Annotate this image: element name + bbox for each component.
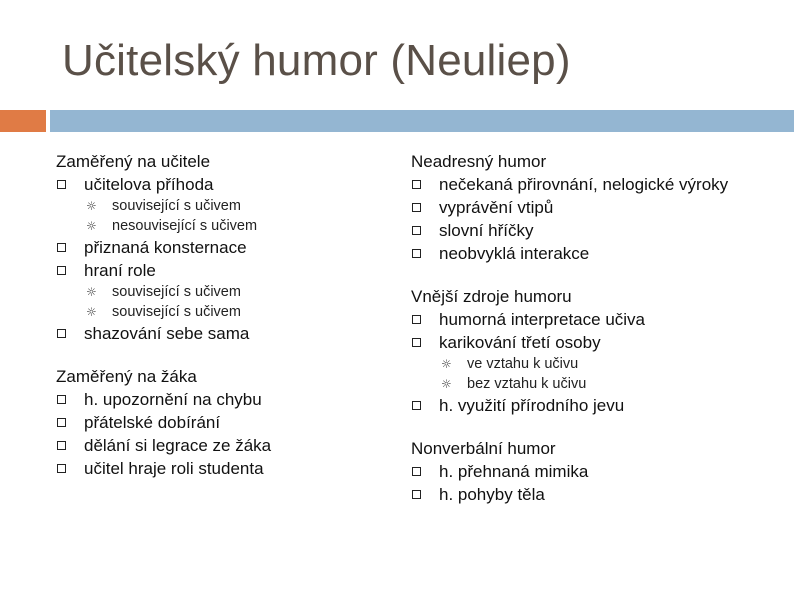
sub-bullet-text: související s učivem [112, 284, 241, 300]
bullet-text: hraní role [84, 261, 156, 280]
slide-title: Učitelský humor (Neuliep) [62, 36, 571, 85]
bullet-item [56, 457, 396, 480]
bullet-text: karikování třetí osoby [439, 333, 601, 352]
square-bullet-icon [57, 441, 66, 450]
bullet-text: h. pohyby těla [439, 485, 545, 504]
bullet-text: humorná interpretace učiva [439, 310, 646, 329]
square-bullet-icon [412, 401, 421, 410]
bullet-item [56, 322, 396, 345]
bullet-text: učitel hraje roli studenta [84, 459, 264, 478]
square-bullet-icon [57, 395, 66, 404]
section-heading: Vnější zdroje humoru [411, 287, 572, 306]
bullet-text: nečekaná přirovnání, nelogické výroky [439, 175, 729, 194]
section-gap [411, 265, 791, 285]
accent-bar-orange [0, 110, 46, 132]
sun-bullet-icon: ☼ [441, 357, 452, 371]
sub-bullet-text: ve vztahu k učivu [467, 356, 579, 372]
bullet-text: vyprávění vtipů [439, 198, 554, 217]
accent-bar-blue [50, 110, 794, 132]
sub-bullet-item [56, 196, 396, 216]
bullet-item [411, 242, 791, 265]
bullet-text: h. upozornění na chybu [84, 390, 262, 409]
section [56, 365, 396, 480]
bullet-item [411, 219, 791, 242]
sun-bullet-icon: ☼ [86, 219, 97, 233]
bullet-item [56, 411, 396, 434]
square-bullet-icon [57, 464, 66, 473]
sub-bullet-text: nesouvisející s učivem [112, 218, 258, 234]
sun-bullet-icon: ☼ [86, 305, 97, 319]
square-bullet-icon [57, 180, 66, 189]
bullet-item [56, 434, 396, 457]
bullet-item [411, 331, 791, 354]
sub-bullet-item [411, 354, 791, 374]
square-bullet-icon [57, 243, 66, 252]
bullet-item [411, 308, 791, 331]
square-bullet-icon [57, 329, 66, 338]
bullet-text: neobvyklá interakce [439, 244, 590, 263]
right-column [411, 150, 791, 506]
section-gap [411, 417, 791, 437]
sub-bullet-item [411, 374, 791, 394]
square-bullet-icon [412, 180, 421, 189]
bullet-text: učitelova příhoda [84, 175, 214, 194]
square-bullet-icon [412, 226, 421, 235]
sub-bullet-item [56, 302, 396, 322]
bullet-item [411, 460, 791, 483]
sun-bullet-icon: ☼ [441, 377, 452, 391]
square-bullet-icon [412, 203, 421, 212]
sub-bullet-text: související s učivem [112, 198, 241, 214]
bullet-item [411, 394, 791, 417]
bullet-item [56, 236, 396, 259]
square-bullet-icon [57, 418, 66, 427]
section-gap [56, 345, 396, 365]
section [411, 150, 791, 265]
bullet-item [411, 483, 791, 506]
bullet-text: přiznaná konsternace [84, 238, 247, 257]
square-bullet-icon [412, 467, 421, 476]
square-bullet-icon [412, 315, 421, 324]
sub-bullet-item [56, 282, 396, 302]
bullet-text: h. přehnaná mimika [439, 462, 589, 481]
sun-bullet-icon: ☼ [86, 199, 97, 213]
bullet-item [56, 259, 396, 282]
square-bullet-icon [412, 490, 421, 499]
sub-bullet-text: související s učivem [112, 304, 241, 320]
left-column [56, 150, 396, 480]
bullet-item [56, 173, 396, 196]
sub-bullet-item [56, 216, 396, 236]
section-heading: Neadresný humor [411, 152, 547, 171]
bullet-item [411, 173, 791, 196]
sun-bullet-icon: ☼ [86, 285, 97, 299]
bullet-text: přátelské dobírání [84, 413, 221, 432]
section [411, 285, 791, 417]
bullet-item [411, 196, 791, 219]
sub-bullet-text: bez vztahu k učivu [467, 376, 587, 392]
bullet-text: dělání si legrace ze žáka [84, 436, 272, 455]
square-bullet-icon [412, 249, 421, 258]
section-heading: Zaměřený na žáka [56, 367, 197, 386]
section [56, 150, 396, 345]
bullet-text: h. využití přírodního jevu [439, 396, 625, 415]
section-heading: Nonverbální humor [411, 439, 556, 458]
bullet-text: slovní hříčky [439, 221, 534, 240]
section-heading: Zaměřený na učitele [56, 152, 211, 171]
bullet-item [56, 388, 396, 411]
bullet-text: shazování sebe sama [84, 324, 250, 343]
section [411, 437, 791, 506]
square-bullet-icon [57, 266, 66, 275]
square-bullet-icon [412, 338, 421, 347]
